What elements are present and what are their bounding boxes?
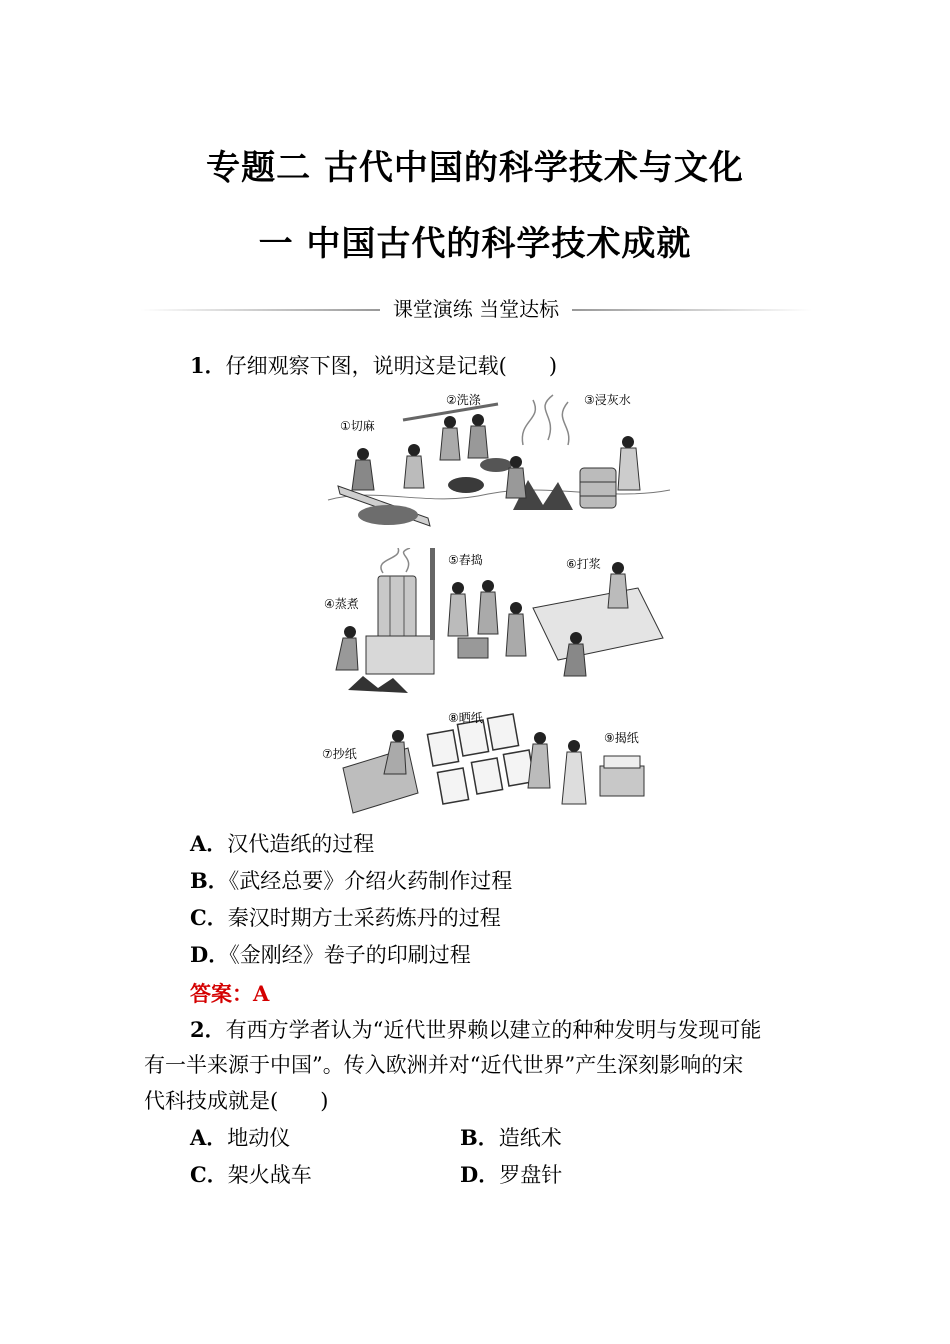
caption-beat-pulp: ⑥打浆 — [566, 557, 601, 571]
answer-label: 答案： — [190, 981, 253, 1006]
answer-value: A — [253, 981, 270, 1006]
q1-option-a: A．汉代造纸的过程 — [190, 831, 375, 856]
q1-option-d: D．《金刚经》卷子的印刷过程 — [190, 942, 471, 967]
caption-peel: ⑨揭纸 — [604, 731, 639, 745]
caption-soak-lime: ③浸灰水 — [584, 393, 631, 407]
page-title: 专题二 古代中国的科学技术与文化 — [206, 148, 744, 188]
papermaking-illustration-1 — [318, 390, 680, 538]
q1-option-c: C．秦汉时期方士采药炼丹的过程 — [190, 905, 501, 930]
caption-dry: ⑧晒纸 — [448, 711, 483, 725]
caption-pound: ⑤舂捣 — [448, 553, 483, 567]
q2-option-a: A．地动仪 — [190, 1125, 291, 1150]
question-stem: 仔细观察下图，说明这是记载( ) — [225, 354, 558, 378]
caption-scoop: ⑦抄纸 — [322, 747, 357, 761]
q1-answer — [190, 980, 269, 1008]
page-subtitle: 一 中国古代的科学技术成就 — [258, 224, 692, 264]
question-stem-line-2: 有一半来源于中国”。传入欧洲并对“近代世界”产生深刻影响的宋 — [144, 1053, 744, 1077]
question-number: 1． — [190, 353, 226, 378]
divider-line-right — [572, 309, 812, 311]
caption-cut-hemp: ①切麻 — [340, 419, 375, 433]
question-number: 2． — [190, 1017, 226, 1042]
papermaking-illustration-2 — [318, 548, 680, 698]
q2-option-d: D．罗盘针 — [460, 1162, 563, 1187]
question-stem-line-1: 有西方学者认为“近代世界赖以建立的种种发明与发现可能 — [225, 1018, 762, 1042]
divider-line-left — [140, 309, 380, 311]
caption-steam: ④蒸煮 — [324, 597, 359, 611]
papermaking-illustration-3 — [318, 708, 680, 820]
question-stem-line-3: 代科技成就是( ) — [144, 1089, 329, 1113]
q2-option-b: B．造纸术 — [460, 1125, 562, 1150]
q2-option-c: C．架火战车 — [190, 1162, 312, 1187]
section-label: 课堂演练 当堂达标 — [392, 297, 560, 321]
question-2 — [190, 1016, 761, 1044]
q1-option-b: B．《武经总要》介绍火药制作过程 — [190, 868, 513, 893]
caption-wash: ②洗涤 — [446, 393, 481, 407]
section-divider — [0, 294, 950, 324]
question-1 — [190, 352, 557, 380]
